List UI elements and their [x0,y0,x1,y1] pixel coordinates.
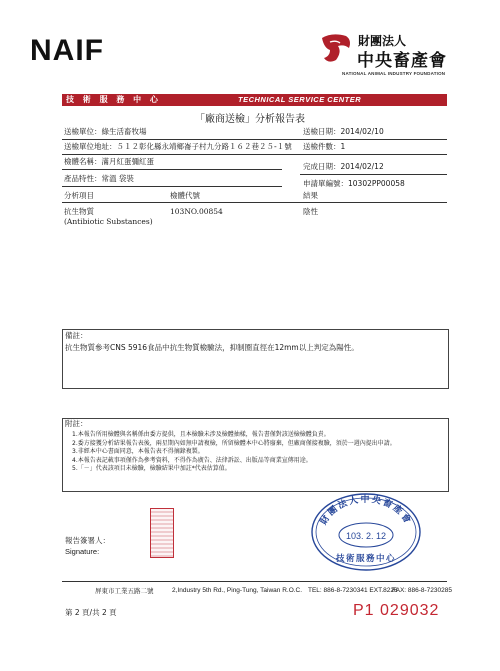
service-center-zh: 技 術 服 務 中 心 [66,95,161,104]
result-value: 陰性 [303,207,318,216]
notes-list [72,431,396,474]
product-properties: 產品特性：常溫 袋裝 [64,174,134,183]
sender-unit: 送檢單位：綠生活畜牧場 [64,127,147,136]
official-stamp [310,492,422,572]
sender-address: 送檢單位地址：５１２彰化縣永靖鄉崙子村九分路１６２巷２５-１號 [64,142,292,151]
signature-seal-stamp [150,508,174,558]
svg-text:財團法人中央畜產會 [317,493,414,527]
stamp-date: 103. 2. 12 [345,531,387,541]
footer-address-en: 2,Industry 5th Rd., Ping-Tung, Taiwan R.O.C. [172,587,303,594]
document-title: 「廠商送檢」分析報告表 [195,114,305,125]
note-item: 1.本報告所用檢體與名稱係由委方提供，且本檢驗未涉及檢體抽樣，報告書僅對該送檢檢體負責。 [72,431,330,438]
remarks-box [62,329,449,389]
table-header-code: 檢體代號 [170,191,200,200]
sample-count: 送檢件數：1 [303,142,346,151]
service-center-en: TECHNICAL SERVICE CENTER [238,95,362,104]
stamp-bottom-text: 技術服務中心 [335,554,397,564]
analysis-item: 抗生物質 [64,207,94,216]
divider [62,186,282,187]
divider [62,169,282,170]
logo-english: NATIONAL ANIMAL INDUSTRY FOUNDATION [342,71,446,76]
sample-code: 103NO.00854 [170,207,223,216]
table-header-underline [62,202,447,203]
product-name: 檢體名稱：滿月紅蛋彌紅蛋 [64,157,154,166]
note-item: 2.委方接獲分析結果報告表後，兩星期內如無申請複檢，所留檢體本中心將廢棄，但廠商僅接複驗，須於一週內提出申請。 [72,439,396,447]
note-item: 3.非經本中心書面同意，本報告表不得摘錄複製。 [72,448,204,456]
foundation-logo-icon [316,30,354,70]
note-item: 4.本報告表記載事項僅作為參考資料，不得作為廣告、法律訴訟、出版品等商業宣傳用途。 [72,456,312,464]
divider [300,174,447,175]
date-sent: 送檢日期：2014/02/10 [303,127,384,136]
footer-tel: TEL: 886-8-7230341 EXT.8228 [308,587,398,594]
signature-label-en: Signature: [65,547,100,556]
logo-line-1: 財團法人 [358,34,407,48]
signature-label-zh: 報告簽署人： [65,536,110,545]
notes-label: 附註： [65,419,88,428]
date-completed: 完成日期：2014/02/12 [303,162,384,171]
footer-address-zh: 屏東市工業五路二號 [95,587,154,595]
analysis-item-en: (Antibiotic Substances) [64,217,153,226]
page-number: 第 2 頁/共 2 頁 [65,608,117,617]
table-header-result: 結果 [303,191,318,200]
divider [62,139,447,140]
remarks-label: 備註： [65,331,88,340]
remarks-text: 抗生物質參考CNS 5916食品中抗生物質檢驗法，抑制圈直徑在12mm以上判定為陽性。 [65,343,359,352]
footer-fax: FAX: 886-8-7230285 [392,587,452,594]
divider [62,154,447,155]
request-number: 申請單編號：10302PP00058 [303,179,405,188]
table-header-item: 分析項目 [64,191,94,200]
stamp-outer-text: 財團法人中央畜產會 [319,495,413,527]
logo-line-2: 中央畜產會 [357,51,447,71]
serial-number: P1 029032 [353,602,440,619]
note-item: 5.「－」代表該項目未檢驗，檢驗結果中加註*代表估算值。 [72,465,231,473]
brand-logo-text: NAIF [30,34,104,67]
footer-divider [62,581,447,582]
